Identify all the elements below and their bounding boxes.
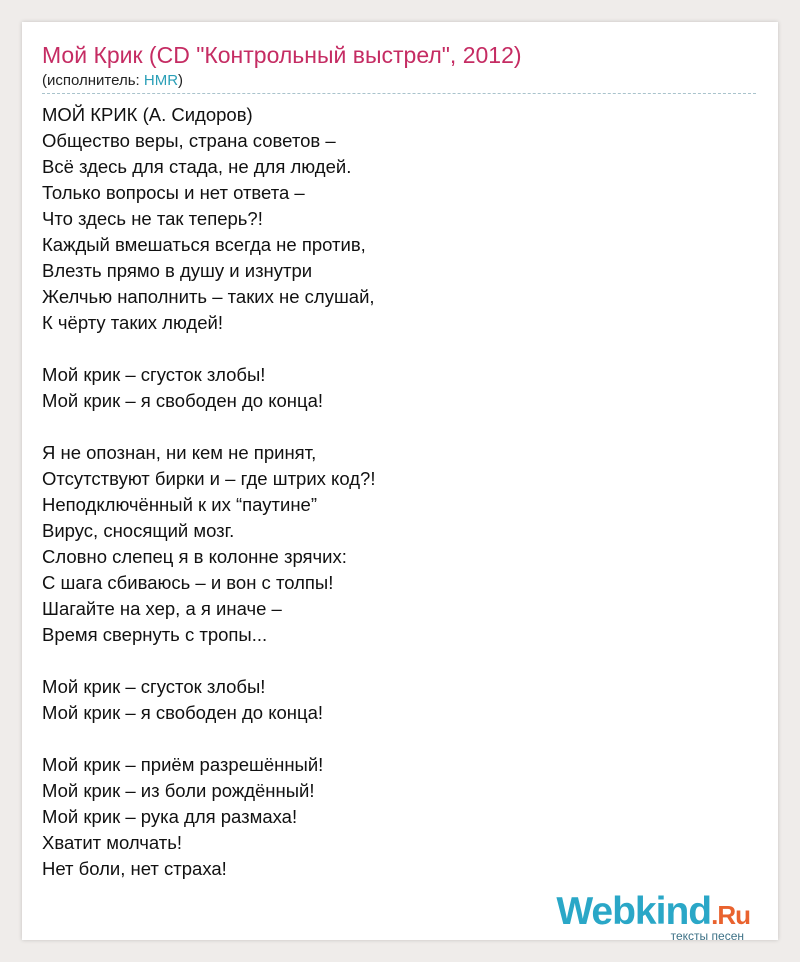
logo-brand: Webkind [556,890,712,933]
logo-tld: .Ru [711,900,750,930]
lyrics-text: Общество веры, страна советов – Всё здесь для стада, не для людей. Только вопросы и нет ответа – Что здесь не так теперь?! Каждый вмешаться всегда не против, Влезть прямо в душу и изнутри Желчью наполнить – таких не слушай, К чёрту таких людей! Мой крик – сгусток злобы! Мой крик – я свободен до конца! Я не опознан, ни кем не принят, Отсутствуют бирки и – где штрих код?! Неподключённый к их “паутине” Вирус, сносящий мозг. Словно слепец я в колонне зрячих: С шага сбиваюсь – и вон с толпы! Шагайте на хер, а я иначе – Время свернуть с тропы... Мой крик – сгусток злобы! Мой крик – я свободен до конца! Мой крик – приём разрешённый! Мой крик – из боли рождённый! Мой крик – рука для размаха! Хватит молчать! Нет боли, нет страха! [42,130,376,879]
lyrics-heading: МОЙ КРИК (А. Сидоров) [42,104,253,125]
logo-tagline: тексты песен [670,929,744,943]
page-title: Мой Крик (CD "Контрольный выстрел", 2012) [42,42,522,68]
artist-line [42,72,183,89]
artist-prefix: (исполнитель: [42,72,144,89]
artist-suffix: ) [178,72,184,89]
artist-link[interactable]: HMR [143,72,179,89]
dashed-divider [42,93,756,94]
lyrics-card [22,22,778,943]
webkind-logo[interactable] [556,892,750,943]
lyrics-block [42,102,756,882]
